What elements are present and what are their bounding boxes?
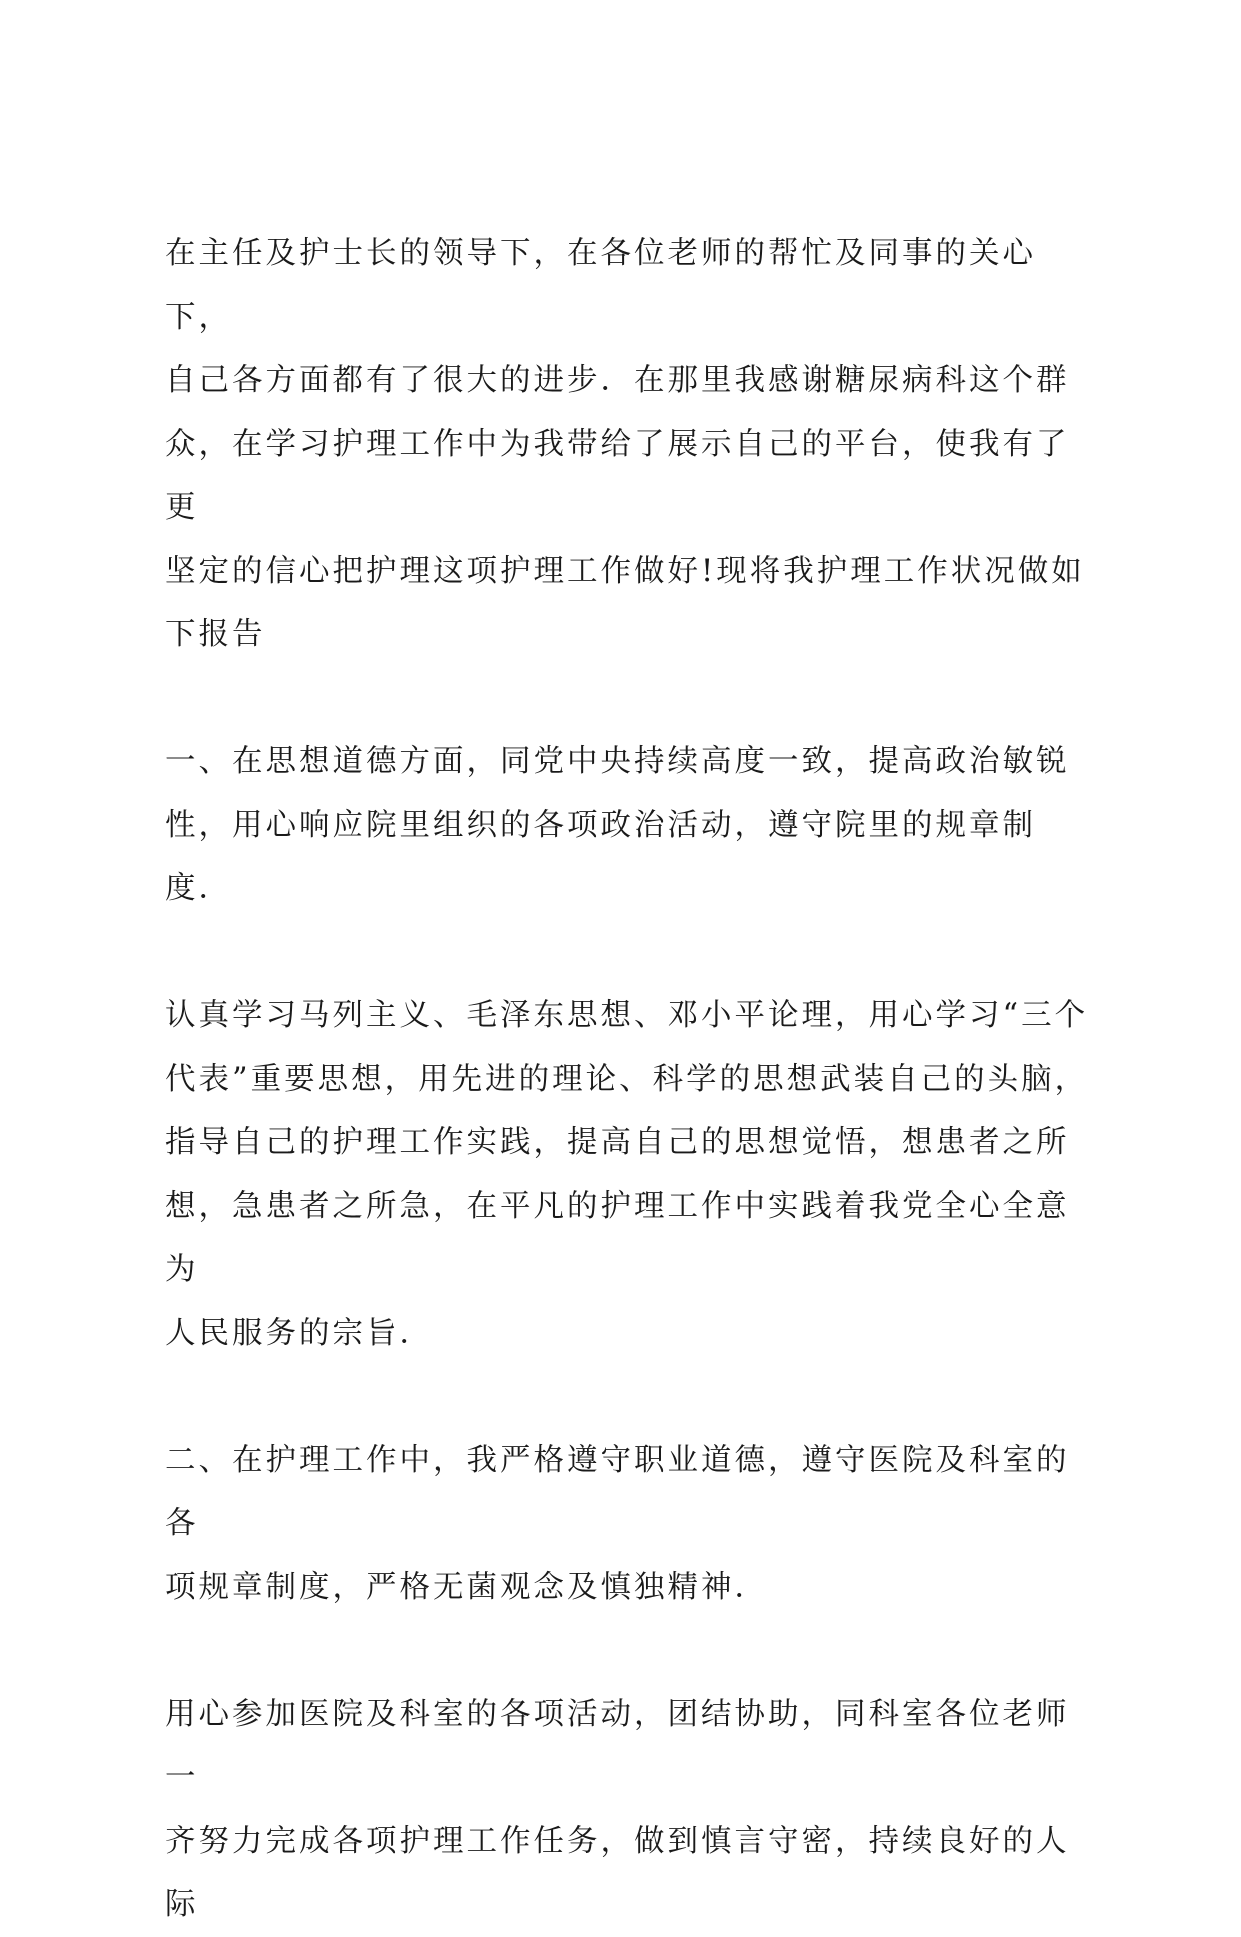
paragraph-gap bbox=[165, 1365, 1095, 1429]
paragraph-section-one: 一、在思想道德方面，同党中央持续高度一致，提高政治敏锐 性，用心响应院里组织的各项政治活动，遵守院里的规章制度． bbox=[165, 744, 1070, 906]
paragraph-gap bbox=[165, 667, 1095, 731]
document-body bbox=[165, 222, 1095, 1937]
paragraph-activities: 用心参加医院及科室的各项活动，团结协助，同科室各位老师一 齐努力完成各项护理工作任务，做到慎言守密，持续良好的人际 bbox=[165, 1696, 1070, 1922]
paragraph-study: 认真学习马列主义、毛泽东思想、邓小平论理，用心学习“三个 代表”重要思想，用先进的理论、科学的思想武装自己的头脑， 指导自己的护理工作实践，提高自己的思想觉悟，想患者之所 想，急患者之所急，在平凡的护理工作中实践着我党全心全意为 人民服务的宗旨． bbox=[165, 998, 1089, 1351]
paragraph-section-two: 二、在护理工作中，我严格遵守职业道德，遵守医院及科室的各 项规章制度，严格无菌观念及慎独精神． bbox=[165, 1442, 1070, 1605]
paragraph-gap bbox=[165, 921, 1095, 985]
paragraph-intro: 在主任及护士长的领导下，在各位老师的帮忙及同事的关心下， 自己各方面都有了很大的进步．在那里我感谢糖尿病科这个群 众，在学习护理工作中为我带给了展示自己的平台，使我有了更 坚定的信心把护理这项护理工作做好!现将我护理工作状况做如 下报告 bbox=[165, 236, 1085, 652]
paragraph-gap bbox=[165, 1619, 1095, 1683]
